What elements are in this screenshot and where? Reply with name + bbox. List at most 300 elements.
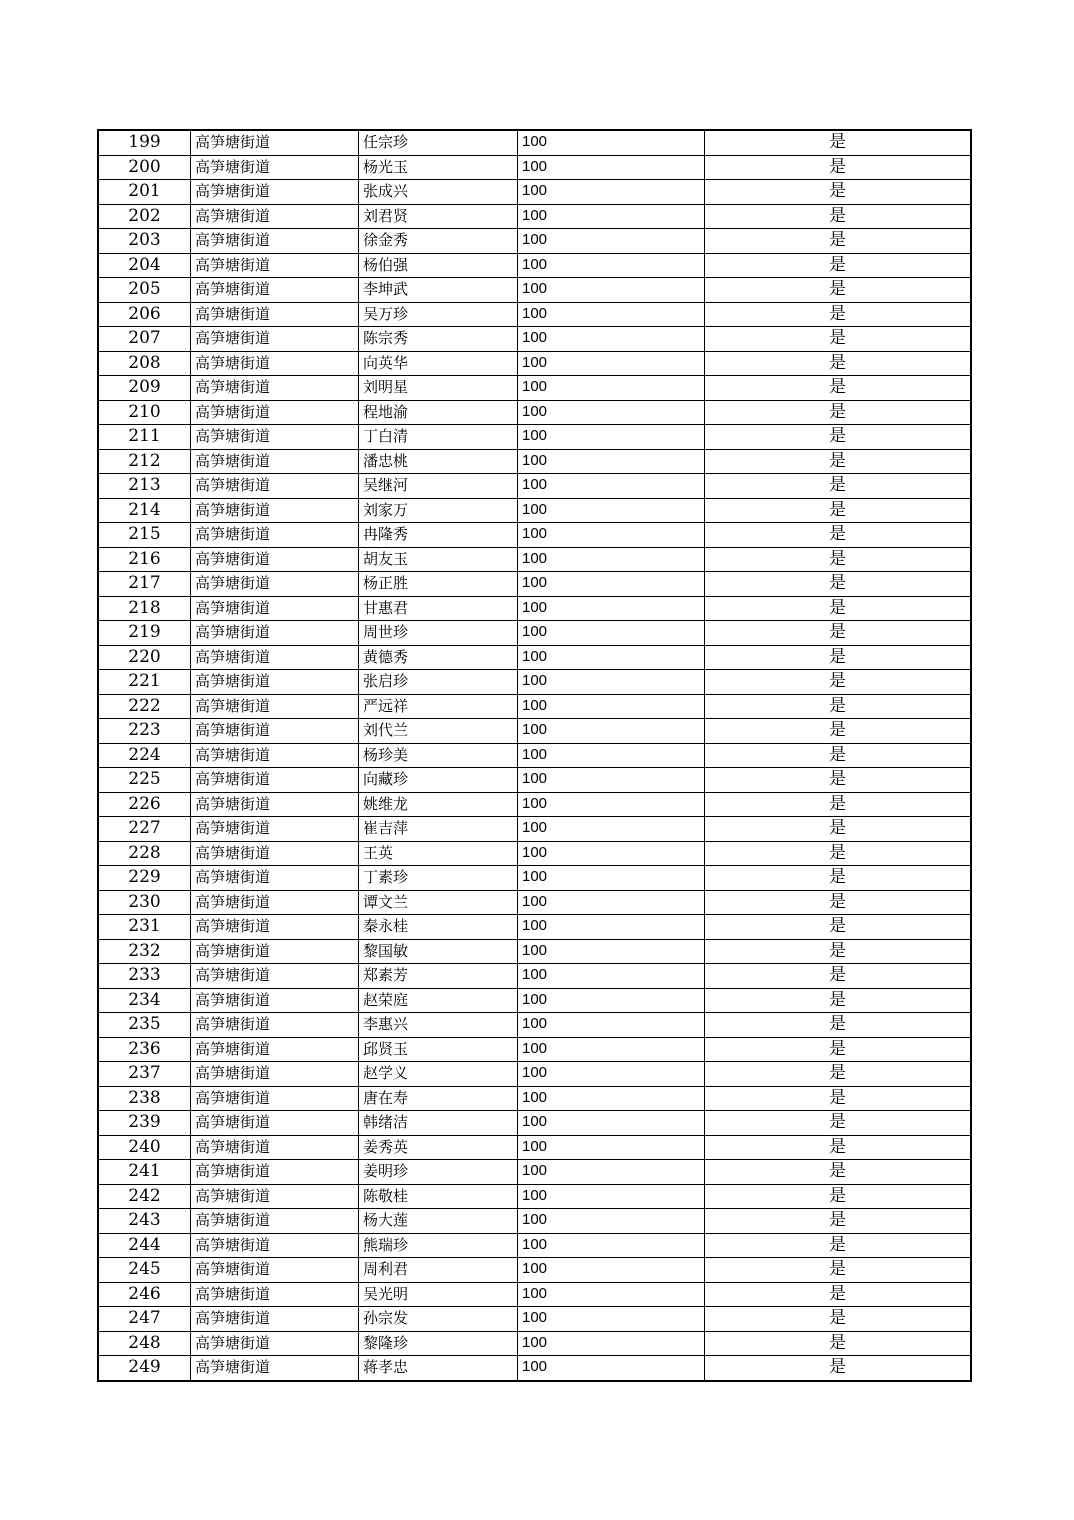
- street-cell: 高笋塘街道: [191, 204, 359, 229]
- amount-cell: 100: [518, 1282, 705, 1307]
- flag-cell: 是: [705, 474, 972, 499]
- name-cell: 严远祥: [359, 694, 518, 719]
- table-row: [98, 866, 971, 891]
- row-number: 210: [98, 400, 191, 425]
- table-row: [98, 645, 971, 670]
- street-cell: 高笋塘街道: [191, 229, 359, 254]
- name-cell: 刘君贤: [359, 204, 518, 229]
- street-cell: 高笋塘街道: [191, 1013, 359, 1038]
- name-cell: 黄德秀: [359, 645, 518, 670]
- table-row: [98, 180, 971, 205]
- name-cell: 姜秀英: [359, 1135, 518, 1160]
- row-number: 220: [98, 645, 191, 670]
- flag-cell: 是: [705, 1013, 972, 1038]
- flag-cell: 是: [705, 890, 972, 915]
- table-row: [98, 792, 971, 817]
- table-row: [98, 474, 971, 499]
- amount-cell: 100: [518, 768, 705, 793]
- street-cell: 高笋塘街道: [191, 939, 359, 964]
- name-cell: 潘忠桃: [359, 449, 518, 474]
- name-cell: 黎国敏: [359, 939, 518, 964]
- amount-cell: 100: [518, 645, 705, 670]
- name-cell: 吴光明: [359, 1282, 518, 1307]
- flag-cell: 是: [705, 547, 972, 572]
- name-cell: 崔吉萍: [359, 817, 518, 842]
- amount-cell: 100: [518, 351, 705, 376]
- street-cell: 高笋塘街道: [191, 1258, 359, 1283]
- table-row: [98, 351, 971, 376]
- table-row: [98, 498, 971, 523]
- table-row: [98, 841, 971, 866]
- row-number: 249: [98, 1356, 191, 1381]
- table-row: [98, 1209, 971, 1234]
- amount-cell: 100: [518, 400, 705, 425]
- amount-cell: 100: [518, 1233, 705, 1258]
- flag-cell: 是: [705, 1233, 972, 1258]
- flag-cell: 是: [705, 817, 972, 842]
- amount-cell: 100: [518, 1356, 705, 1381]
- amount-cell: 100: [518, 449, 705, 474]
- flag-cell: 是: [705, 939, 972, 964]
- amount-cell: 100: [518, 1135, 705, 1160]
- table-row: [98, 523, 971, 548]
- flag-cell: 是: [705, 670, 972, 695]
- name-cell: 张成兴: [359, 180, 518, 205]
- row-number: 226: [98, 792, 191, 817]
- row-number: 218: [98, 596, 191, 621]
- table-row: [98, 278, 971, 303]
- street-cell: 高笋塘街道: [191, 572, 359, 597]
- flag-cell: 是: [705, 229, 972, 254]
- street-cell: 高笋塘街道: [191, 743, 359, 768]
- row-number: 239: [98, 1111, 191, 1136]
- flag-cell: 是: [705, 449, 972, 474]
- flag-cell: 是: [705, 1209, 972, 1234]
- name-cell: 刘明星: [359, 376, 518, 401]
- name-cell: 杨伯强: [359, 253, 518, 278]
- amount-cell: 100: [518, 988, 705, 1013]
- table-row: [98, 204, 971, 229]
- table-row: [98, 964, 971, 989]
- name-cell: 胡友玉: [359, 547, 518, 572]
- amount-cell: 100: [518, 1331, 705, 1356]
- name-cell: 谭文兰: [359, 890, 518, 915]
- row-number: 234: [98, 988, 191, 1013]
- amount-cell: 100: [518, 425, 705, 450]
- street-cell: 高笋塘街道: [191, 792, 359, 817]
- row-number: 235: [98, 1013, 191, 1038]
- name-cell: 程地渝: [359, 400, 518, 425]
- name-cell: 刘代兰: [359, 719, 518, 744]
- table-row: [98, 1037, 971, 1062]
- name-cell: 张启珍: [359, 670, 518, 695]
- row-number: 211: [98, 425, 191, 450]
- amount-cell: 100: [518, 915, 705, 940]
- street-cell: 高笋塘街道: [191, 1233, 359, 1258]
- street-cell: 高笋塘街道: [191, 1331, 359, 1356]
- amount-cell: 100: [518, 596, 705, 621]
- table-body: [98, 130, 971, 1381]
- street-cell: 高笋塘街道: [191, 474, 359, 499]
- table-row: [98, 572, 971, 597]
- street-cell: 高笋塘街道: [191, 1160, 359, 1185]
- flag-cell: 是: [705, 572, 972, 597]
- flag-cell: 是: [705, 866, 972, 891]
- row-number: 245: [98, 1258, 191, 1283]
- amount-cell: 100: [518, 523, 705, 548]
- table-row: [98, 547, 971, 572]
- street-cell: 高笋塘街道: [191, 866, 359, 891]
- row-number: 199: [98, 130, 191, 155]
- row-number: 204: [98, 253, 191, 278]
- row-number: 241: [98, 1160, 191, 1185]
- street-cell: 高笋塘街道: [191, 988, 359, 1013]
- street-cell: 高笋塘街道: [191, 1282, 359, 1307]
- table-row: [98, 1307, 971, 1332]
- amount-cell: 100: [518, 547, 705, 572]
- row-number: 246: [98, 1282, 191, 1307]
- name-cell: 唐在寿: [359, 1086, 518, 1111]
- street-cell: 高笋塘街道: [191, 523, 359, 548]
- amount-cell: 100: [518, 1258, 705, 1283]
- row-number: 221: [98, 670, 191, 695]
- street-cell: 高笋塘街道: [191, 1086, 359, 1111]
- row-number: 243: [98, 1209, 191, 1234]
- amount-cell: 100: [518, 302, 705, 327]
- street-cell: 高笋塘街道: [191, 817, 359, 842]
- flag-cell: 是: [705, 253, 972, 278]
- flag-cell: 是: [705, 719, 972, 744]
- row-number: 229: [98, 866, 191, 891]
- table-row: [98, 1233, 971, 1258]
- flag-cell: 是: [705, 155, 972, 180]
- flag-cell: 是: [705, 1282, 972, 1307]
- row-number: 209: [98, 376, 191, 401]
- name-cell: 杨正胜: [359, 572, 518, 597]
- name-cell: 姚维龙: [359, 792, 518, 817]
- amount-cell: 100: [518, 376, 705, 401]
- name-cell: 郑素芳: [359, 964, 518, 989]
- name-cell: 丁白清: [359, 425, 518, 450]
- street-cell: 高笋塘街道: [191, 596, 359, 621]
- flag-cell: 是: [705, 400, 972, 425]
- street-cell: 高笋塘街道: [191, 768, 359, 793]
- flag-cell: 是: [705, 1356, 972, 1381]
- street-cell: 高笋塘街道: [191, 1356, 359, 1381]
- amount-cell: 100: [518, 670, 705, 695]
- flag-cell: 是: [705, 1331, 972, 1356]
- amount-cell: 100: [518, 1013, 705, 1038]
- table-row: [98, 1013, 971, 1038]
- table-row: [98, 425, 971, 450]
- flag-cell: 是: [705, 1184, 972, 1209]
- name-cell: 赵学义: [359, 1062, 518, 1087]
- table-row: [98, 915, 971, 940]
- name-cell: 熊瑞珍: [359, 1233, 518, 1258]
- flag-cell: 是: [705, 498, 972, 523]
- name-cell: 李坤武: [359, 278, 518, 303]
- flag-cell: 是: [705, 1037, 972, 1062]
- street-cell: 高笋塘街道: [191, 841, 359, 866]
- flag-cell: 是: [705, 180, 972, 205]
- flag-cell: 是: [705, 621, 972, 646]
- amount-cell: 100: [518, 719, 705, 744]
- table-row: [98, 449, 971, 474]
- amount-cell: 100: [518, 817, 705, 842]
- row-number: 222: [98, 694, 191, 719]
- row-number: 232: [98, 939, 191, 964]
- flag-cell: 是: [705, 204, 972, 229]
- flag-cell: 是: [705, 425, 972, 450]
- name-cell: 周利君: [359, 1258, 518, 1283]
- flag-cell: 是: [705, 988, 972, 1013]
- table-row: [98, 253, 971, 278]
- flag-cell: 是: [705, 278, 972, 303]
- flag-cell: 是: [705, 768, 972, 793]
- row-number: 207: [98, 327, 191, 352]
- name-cell: 陈敬桂: [359, 1184, 518, 1209]
- row-number: 203: [98, 229, 191, 254]
- amount-cell: 100: [518, 1184, 705, 1209]
- street-cell: 高笋塘街道: [191, 278, 359, 303]
- table-row: [98, 1062, 971, 1087]
- name-cell: 吴继河: [359, 474, 518, 499]
- flag-cell: 是: [705, 694, 972, 719]
- name-cell: 邱贤玉: [359, 1037, 518, 1062]
- flag-cell: 是: [705, 1086, 972, 1111]
- name-cell: 甘惠君: [359, 596, 518, 621]
- street-cell: 高笋塘街道: [191, 1184, 359, 1209]
- name-cell: 刘家万: [359, 498, 518, 523]
- name-cell: 秦永桂: [359, 915, 518, 940]
- table-row: [98, 1258, 971, 1283]
- amount-cell: 100: [518, 572, 705, 597]
- flag-cell: 是: [705, 1135, 972, 1160]
- amount-cell: 100: [518, 1111, 705, 1136]
- row-number: 228: [98, 841, 191, 866]
- flag-cell: 是: [705, 1258, 972, 1283]
- table-row: [98, 1282, 971, 1307]
- table-row: [98, 1184, 971, 1209]
- street-cell: 高笋塘街道: [191, 425, 359, 450]
- row-number: 200: [98, 155, 191, 180]
- amount-cell: 100: [518, 694, 705, 719]
- street-cell: 高笋塘街道: [191, 719, 359, 744]
- row-number: 236: [98, 1037, 191, 1062]
- name-cell: 向藏珍: [359, 768, 518, 793]
- flag-cell: 是: [705, 523, 972, 548]
- table-row: [98, 155, 971, 180]
- flag-cell: 是: [705, 1111, 972, 1136]
- row-number: 230: [98, 890, 191, 915]
- row-number: 205: [98, 278, 191, 303]
- flag-cell: 是: [705, 1307, 972, 1332]
- name-cell: 向英华: [359, 351, 518, 376]
- flag-cell: 是: [705, 792, 972, 817]
- amount-cell: 100: [518, 253, 705, 278]
- amount-cell: 100: [518, 155, 705, 180]
- row-number: 224: [98, 743, 191, 768]
- street-cell: 高笋塘街道: [191, 1209, 359, 1234]
- table-row: [98, 694, 971, 719]
- flag-cell: 是: [705, 645, 972, 670]
- amount-cell: 100: [518, 1209, 705, 1234]
- amount-cell: 100: [518, 866, 705, 891]
- row-number: 216: [98, 547, 191, 572]
- street-cell: 高笋塘街道: [191, 1037, 359, 1062]
- amount-cell: 100: [518, 1086, 705, 1111]
- flag-cell: 是: [705, 743, 972, 768]
- amount-cell: 100: [518, 130, 705, 155]
- table-row: [98, 1331, 971, 1356]
- row-number: 240: [98, 1135, 191, 1160]
- name-cell: 李惠兴: [359, 1013, 518, 1038]
- flag-cell: 是: [705, 130, 972, 155]
- table-row: [98, 302, 971, 327]
- street-cell: 高笋塘街道: [191, 547, 359, 572]
- name-cell: 吴万珍: [359, 302, 518, 327]
- row-number: 244: [98, 1233, 191, 1258]
- table-row: [98, 376, 971, 401]
- table-row: [98, 400, 971, 425]
- table-row: [98, 1160, 971, 1185]
- row-number: 215: [98, 523, 191, 548]
- street-cell: 高笋塘街道: [191, 351, 359, 376]
- street-cell: 高笋塘街道: [191, 180, 359, 205]
- table-row: [98, 939, 971, 964]
- row-number: 217: [98, 572, 191, 597]
- name-cell: 丁素珍: [359, 866, 518, 891]
- street-cell: 高笋塘街道: [191, 915, 359, 940]
- name-cell: 韩绪洁: [359, 1111, 518, 1136]
- street-cell: 高笋塘街道: [191, 1135, 359, 1160]
- row-number: 208: [98, 351, 191, 376]
- amount-cell: 100: [518, 1037, 705, 1062]
- table-row: [98, 596, 971, 621]
- row-number: 219: [98, 621, 191, 646]
- amount-cell: 100: [518, 841, 705, 866]
- table-row: [98, 1086, 971, 1111]
- name-cell: 周世珍: [359, 621, 518, 646]
- amount-cell: 100: [518, 1307, 705, 1332]
- row-number: 237: [98, 1062, 191, 1087]
- flag-cell: 是: [705, 915, 972, 940]
- amount-cell: 100: [518, 743, 705, 768]
- name-cell: 杨光玉: [359, 155, 518, 180]
- row-number: 248: [98, 1331, 191, 1356]
- row-number: 231: [98, 915, 191, 940]
- street-cell: 高笋塘街道: [191, 253, 359, 278]
- row-number: 238: [98, 1086, 191, 1111]
- row-number: 225: [98, 768, 191, 793]
- name-cell: 陈宗秀: [359, 327, 518, 352]
- street-cell: 高笋塘街道: [191, 400, 359, 425]
- amount-cell: 100: [518, 327, 705, 352]
- flag-cell: 是: [705, 596, 972, 621]
- row-number: 227: [98, 817, 191, 842]
- name-cell: 任宗珍: [359, 130, 518, 155]
- table-row: [98, 670, 971, 695]
- name-cell: 黎隆珍: [359, 1331, 518, 1356]
- street-cell: 高笋塘街道: [191, 130, 359, 155]
- table-row: [98, 719, 971, 744]
- table-row: [98, 229, 971, 254]
- row-number: 213: [98, 474, 191, 499]
- street-cell: 高笋塘街道: [191, 890, 359, 915]
- name-cell: 杨大莲: [359, 1209, 518, 1234]
- name-cell: 杨珍美: [359, 743, 518, 768]
- row-number: 247: [98, 1307, 191, 1332]
- name-cell: 蒋孝忠: [359, 1356, 518, 1381]
- street-cell: 高笋塘街道: [191, 621, 359, 646]
- table-row: [98, 130, 971, 155]
- table-row: [98, 817, 971, 842]
- street-cell: 高笋塘街道: [191, 964, 359, 989]
- table-row: [98, 327, 971, 352]
- table-row: [98, 1135, 971, 1160]
- flag-cell: 是: [705, 351, 972, 376]
- table-row: [98, 768, 971, 793]
- street-cell: 高笋塘街道: [191, 498, 359, 523]
- amount-cell: 100: [518, 792, 705, 817]
- amount-cell: 100: [518, 964, 705, 989]
- amount-cell: 100: [518, 890, 705, 915]
- row-number: 223: [98, 719, 191, 744]
- amount-cell: 100: [518, 1160, 705, 1185]
- street-cell: 高笋塘街道: [191, 1062, 359, 1087]
- amount-cell: 100: [518, 498, 705, 523]
- table-row: [98, 1356, 971, 1381]
- table-row: [98, 621, 971, 646]
- table-row: [98, 1111, 971, 1136]
- amount-cell: 100: [518, 204, 705, 229]
- street-cell: 高笋塘街道: [191, 302, 359, 327]
- street-cell: 高笋塘街道: [191, 449, 359, 474]
- name-cell: 姜明珍: [359, 1160, 518, 1185]
- name-cell: 王英: [359, 841, 518, 866]
- row-number: 242: [98, 1184, 191, 1209]
- row-number: 214: [98, 498, 191, 523]
- flag-cell: 是: [705, 302, 972, 327]
- street-cell: 高笋塘街道: [191, 376, 359, 401]
- flag-cell: 是: [705, 1160, 972, 1185]
- flag-cell: 是: [705, 964, 972, 989]
- street-cell: 高笋塘街道: [191, 1307, 359, 1332]
- row-number: 201: [98, 180, 191, 205]
- table-row: [98, 988, 971, 1013]
- flag-cell: 是: [705, 1062, 972, 1087]
- street-cell: 高笋塘街道: [191, 645, 359, 670]
- row-number: 202: [98, 204, 191, 229]
- flag-cell: 是: [705, 327, 972, 352]
- flag-cell: 是: [705, 376, 972, 401]
- data-table: [97, 129, 972, 1382]
- row-number: 233: [98, 964, 191, 989]
- street-cell: 高笋塘街道: [191, 694, 359, 719]
- amount-cell: 100: [518, 474, 705, 499]
- street-cell: 高笋塘街道: [191, 327, 359, 352]
- street-cell: 高笋塘街道: [191, 155, 359, 180]
- name-cell: 赵荣庭: [359, 988, 518, 1013]
- flag-cell: 是: [705, 841, 972, 866]
- table-row: [98, 890, 971, 915]
- amount-cell: 100: [518, 939, 705, 964]
- name-cell: 孙宗发: [359, 1307, 518, 1332]
- street-cell: 高笋塘街道: [191, 670, 359, 695]
- amount-cell: 100: [518, 278, 705, 303]
- amount-cell: 100: [518, 1062, 705, 1087]
- row-number: 206: [98, 302, 191, 327]
